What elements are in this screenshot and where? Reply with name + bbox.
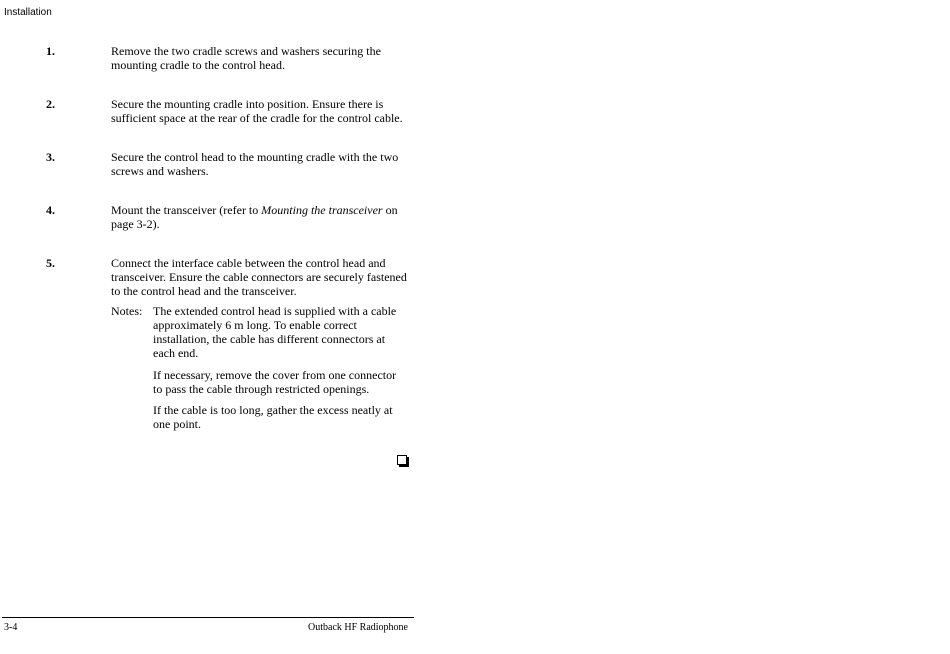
step-text: Secure the mounting cradle into position. Ensure there is sufficient space at the rear of the cradle for the control cable. bbox=[111, 97, 403, 125]
step-text-after: on page 3-2). bbox=[111, 203, 398, 231]
notes-label: Notes: bbox=[111, 304, 143, 318]
step-text: Connect the interface cable between the control head and transceiver. Ensure the cable connectors are securely fastened to the control head and the transceiver. bbox=[111, 256, 407, 298]
step-number: 2. bbox=[46, 97, 55, 111]
step-text-before: Mount the transceiver (refer to bbox=[111, 203, 262, 217]
cross-reference: Mounting the transceiver bbox=[261, 203, 383, 217]
step-number: 1. bbox=[46, 44, 55, 58]
page-number: 3-4 bbox=[4, 622, 18, 633]
step-text bbox=[111, 203, 411, 231]
note-item: If necessary, remove the cover from one connector to pass the cable through restricted openings. bbox=[153, 368, 397, 396]
footer-rule bbox=[2, 617, 414, 618]
step-text: Remove the two cradle screws and washers securing the mounting cradle to the control head. bbox=[111, 44, 381, 72]
step-number: 3. bbox=[46, 150, 55, 164]
document-title: Outback HF Radiophone bbox=[308, 622, 408, 633]
note-item: If the cable is too long, gather the excess neatly at one point. bbox=[153, 403, 393, 431]
step-number: 5. bbox=[46, 256, 55, 270]
running-header: Installation bbox=[4, 7, 52, 18]
step-number: 4. bbox=[46, 203, 55, 217]
step-text: Secure the control head to the mounting cradle with the two screws and washers. bbox=[111, 150, 399, 178]
note-item: The extended control head is supplied with a cable approximately 6 m long. To enable correct installation, the cable has different connectors at each end. bbox=[153, 304, 397, 360]
end-of-section-box-icon bbox=[397, 455, 407, 465]
